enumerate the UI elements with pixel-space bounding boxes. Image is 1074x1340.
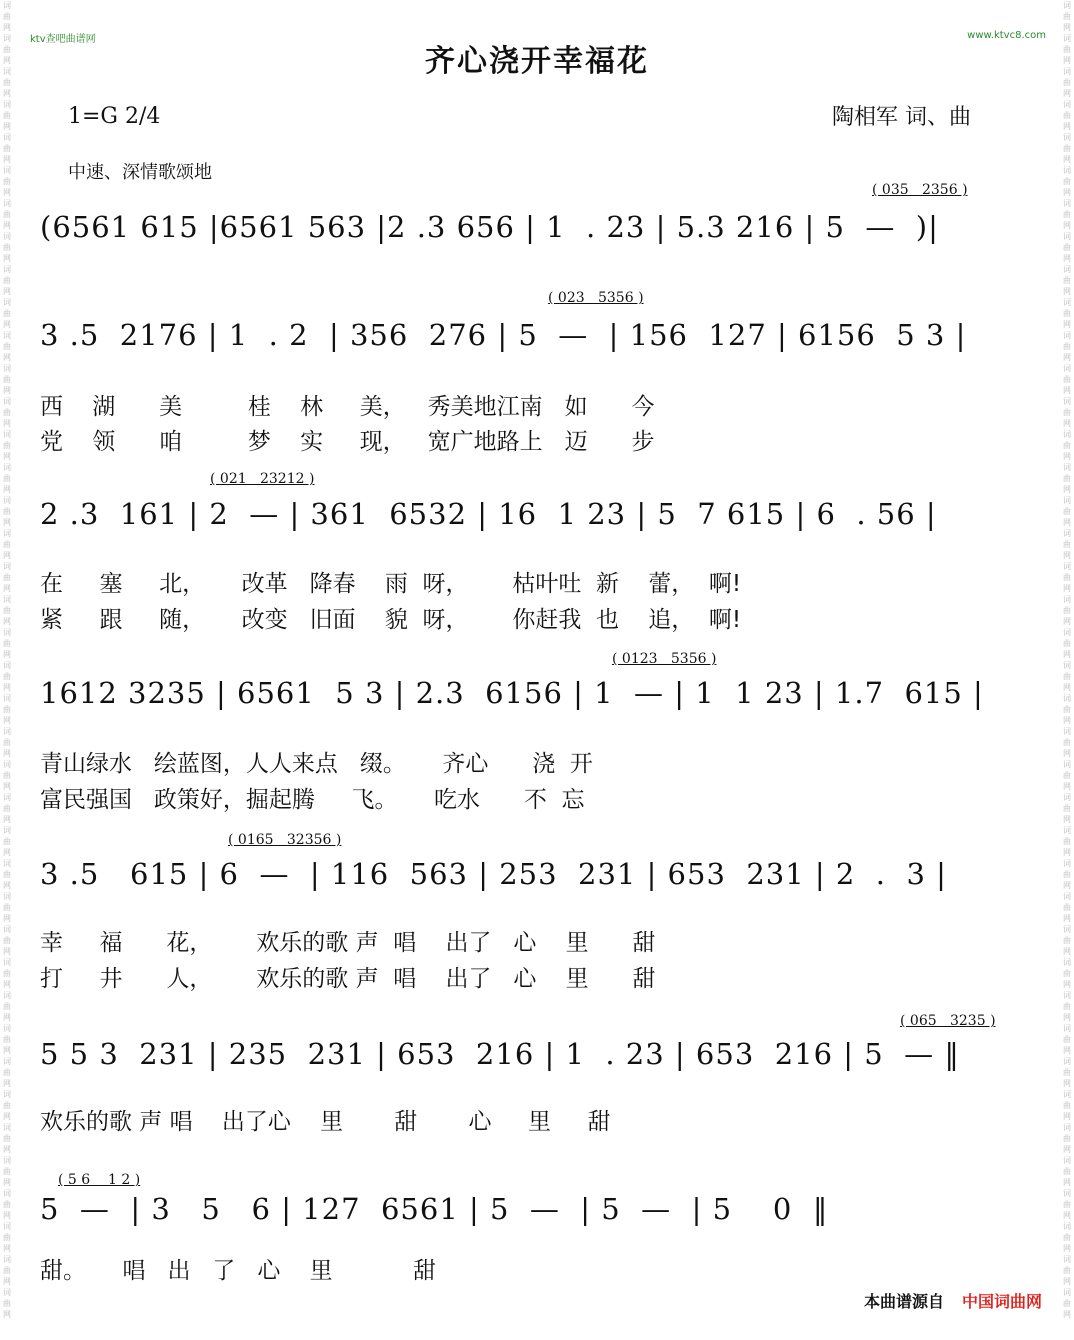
- side-watermark-char: 词: [1063, 232, 1071, 241]
- side-watermark-char: 词: [1063, 100, 1071, 109]
- side-watermark-char: 曲: [1063, 771, 1071, 780]
- side-watermark-char: 曲: [1063, 540, 1071, 549]
- side-watermark-char: 网: [1063, 551, 1071, 560]
- side-watermark-char: 词: [1063, 859, 1071, 868]
- side-watermark-char: 词: [1063, 265, 1071, 274]
- lyric-line: 富民强国 政策好，掘起腾 飞。 吃水 不 忘: [40, 787, 585, 813]
- cue-notes: ( 035 2356 ): [872, 182, 968, 198]
- side-watermark-char: 词: [1063, 1057, 1071, 1066]
- side-watermark-char: 网: [1063, 1244, 1071, 1253]
- side-watermark-char: 网: [1063, 947, 1071, 956]
- side-watermark-char: 词: [1063, 430, 1071, 439]
- side-watermark-char: 曲: [1063, 705, 1071, 714]
- side-watermark-char: 网: [3, 188, 11, 197]
- side-watermark-char: 网: [3, 980, 11, 989]
- side-watermark-char: 曲: [1063, 1068, 1071, 1077]
- side-watermark-char: 网: [1063, 650, 1071, 659]
- side-watermark-char: 曲: [3, 78, 11, 87]
- notation-line: 2 .3 161 | 2 — | 361 6532 | 16 1 23 | 5 7 615 | 6 . 56 |: [40, 497, 937, 531]
- side-watermark-char: 曲: [3, 936, 11, 945]
- side-watermark-char: 词: [1063, 1288, 1071, 1297]
- side-watermark-char: 曲: [1063, 243, 1071, 252]
- side-watermark-char: 曲: [3, 1134, 11, 1143]
- side-watermark-char: 曲: [3, 606, 11, 615]
- side-watermark-char: 词: [1063, 661, 1071, 670]
- side-watermark-char: 曲: [3, 408, 11, 417]
- side-watermark-char: 网: [3, 914, 11, 923]
- side-watermark-char: 词: [3, 595, 11, 604]
- cue-notes: ( 021 23212 ): [210, 471, 315, 487]
- side-watermark-char: 曲: [3, 1200, 11, 1209]
- side-watermark-char: 词: [1063, 463, 1071, 472]
- side-watermark-char: 网: [3, 485, 11, 494]
- side-watermark-char: 词: [1063, 1090, 1071, 1099]
- side-watermark-char: 词: [3, 529, 11, 538]
- key-signature: 1=G 2/4: [68, 104, 161, 129]
- side-watermark-char: 词: [1063, 364, 1071, 373]
- side-watermark-char: 词: [3, 562, 11, 571]
- side-watermark-char: 网: [1063, 1079, 1071, 1088]
- side-watermark-char: 词: [3, 727, 11, 736]
- side-watermark-char: 网: [1063, 221, 1071, 230]
- side-watermark-char: 网: [1063, 716, 1071, 725]
- side-watermark-char: 词: [1063, 199, 1071, 208]
- side-watermark-char: 曲: [1063, 1200, 1071, 1209]
- side-watermark-char: 曲: [1063, 45, 1071, 54]
- side-watermark-char: 网: [1063, 1013, 1071, 1022]
- side-watermark-char: 曲: [3, 771, 11, 780]
- side-watermark-char: 曲: [1063, 639, 1071, 648]
- side-watermark-char: 曲: [3, 804, 11, 813]
- side-watermark-char: 网: [3, 23, 11, 32]
- side-watermark-char: 网: [3, 1244, 11, 1253]
- side-watermark-char: 词: [1063, 1222, 1071, 1231]
- side-watermark-char: 曲: [1063, 870, 1071, 879]
- side-watermark-char: 词: [3, 694, 11, 703]
- tempo-marking: 中速、深情歌颂地: [68, 162, 212, 183]
- side-watermark-char: 词: [1063, 958, 1071, 967]
- side-watermark-char: 词: [3, 67, 11, 76]
- side-watermark-char: 网: [3, 749, 11, 758]
- side-watermark-char: 曲: [1063, 606, 1071, 615]
- side-watermark-char: 曲: [3, 276, 11, 285]
- side-watermark-char: 词: [3, 1156, 11, 1165]
- cue-notes: ( 0165 32356 ): [228, 832, 342, 848]
- notation-line: 1612 3235 | 6561 5 3 | 2.3 6156 | 1 — | 1 1 23 | 1.7 615 |: [40, 676, 984, 710]
- side-watermark-char: 网: [1063, 914, 1071, 923]
- side-watermark-char: 网: [1063, 1178, 1071, 1187]
- side-watermark-char: 曲: [3, 507, 11, 516]
- side-watermark-char: 曲: [1063, 1101, 1071, 1110]
- side-watermark-char: 网: [1063, 749, 1071, 758]
- side-watermark-char: 曲: [3, 969, 11, 978]
- side-watermark-char: 词: [3, 232, 11, 241]
- side-watermark-char: 网: [3, 518, 11, 527]
- side-watermark-char: 曲: [1063, 1266, 1071, 1275]
- side-watermark-char: 词: [1063, 1, 1071, 10]
- side-watermark-char: 网: [3, 1013, 11, 1022]
- side-watermark-char: 网: [3, 353, 11, 362]
- side-watermark-char: 曲: [1063, 1002, 1071, 1011]
- side-watermark-char: 网: [1063, 353, 1071, 362]
- side-watermark-char: 曲: [3, 309, 11, 318]
- side-watermark-char: 网: [1063, 1211, 1071, 1220]
- side-watermark-char: 网: [1063, 155, 1071, 164]
- side-watermark-char: 曲: [1063, 177, 1071, 186]
- side-watermark-char: 词: [1063, 67, 1071, 76]
- side-watermark-char: 网: [1063, 56, 1071, 65]
- side-watermark-char: 网: [1063, 980, 1071, 989]
- side-watermark-char: 网: [3, 782, 11, 791]
- notation-line: 5 — | 3 5 6 | 127 6561 | 5 — | 5 — | 5 0 ‖: [40, 1192, 829, 1226]
- side-watermark-char: 曲: [1063, 375, 1071, 384]
- side-watermark-char: 曲: [3, 540, 11, 549]
- side-watermark-char: 网: [3, 1079, 11, 1088]
- side-watermark-char: 网: [3, 287, 11, 296]
- side-watermark-char: 曲: [3, 177, 11, 186]
- side-watermark-char: 曲: [1063, 573, 1071, 582]
- side-watermark-char: 网: [3, 584, 11, 593]
- side-watermark-char: 曲: [3, 1101, 11, 1110]
- side-watermark-char: 曲: [3, 738, 11, 747]
- side-watermark-char: 词: [1063, 595, 1071, 604]
- side-watermark-char: 词: [3, 265, 11, 274]
- notation-line: (6561 615 |6561 563 |2 .3 656 | 1 . 23 | 5.3 216 | 5 — )|: [40, 210, 939, 244]
- lyric-line: 欢乐的歌 声 唱 出了心 里 甜 心 里 甜: [40, 1109, 611, 1135]
- side-watermark-char: 网: [1063, 518, 1071, 527]
- side-watermark-char: 网: [3, 1145, 11, 1154]
- side-watermark-char: 词: [3, 100, 11, 109]
- side-watermark-char: 曲: [3, 144, 11, 153]
- side-watermark-char: 曲: [3, 903, 11, 912]
- side-watermark-char: 词: [1063, 562, 1071, 571]
- side-watermark-char: 网: [3, 1310, 11, 1319]
- side-watermark-char: 网: [1063, 1277, 1071, 1286]
- side-watermark-char: 词: [3, 793, 11, 802]
- side-watermark-char: 网: [1063, 1112, 1071, 1121]
- side-watermark-char: 词: [3, 958, 11, 967]
- side-watermark-char: 曲: [1063, 507, 1071, 516]
- side-watermark-char: 网: [1063, 254, 1071, 263]
- side-watermark-char: 词: [3, 1222, 11, 1231]
- side-watermark-char: 词: [3, 199, 11, 208]
- side-watermark-char: 词: [3, 463, 11, 472]
- side-watermark-char: 网: [3, 386, 11, 395]
- side-watermark-char: 曲: [3, 837, 11, 846]
- notation-line: 3 .5 2176 | 1 . 2 | 356 276 | 5 — | 156 127 | 6156 5 3 |: [40, 318, 967, 352]
- side-watermark-char: 网: [3, 848, 11, 857]
- side-watermark-char: 网: [1063, 23, 1071, 32]
- side-watermark-char: 词: [3, 859, 11, 868]
- side-watermark-char: 曲: [1063, 276, 1071, 285]
- side-watermark-char: 词: [3, 1090, 11, 1099]
- side-watermark-char: 网: [3, 1277, 11, 1286]
- side-watermark-char: 词: [1063, 1024, 1071, 1033]
- side-watermark-char: 词: [3, 1189, 11, 1198]
- side-watermark-char: 曲: [1063, 408, 1071, 417]
- side-watermark-char: 词: [1063, 1156, 1071, 1165]
- side-watermark-char: 网: [3, 320, 11, 329]
- cue-notes: ( 0123 5356 ): [612, 651, 717, 667]
- side-watermark-char: 网: [3, 1178, 11, 1187]
- side-watermark-char: 词: [3, 892, 11, 901]
- side-watermark-char: 网: [1063, 485, 1071, 494]
- side-watermark-char: 网: [1063, 1046, 1071, 1055]
- side-watermark-char: 曲: [1063, 672, 1071, 681]
- notation-line: 3 .5 615 | 6 — | 116 563 | 253 231 | 653 231 | 2 . 3 |: [40, 857, 947, 891]
- side-watermark-char: 词: [3, 991, 11, 1000]
- side-watermark-char: 曲: [1063, 78, 1071, 87]
- lyric-line: 紧 跟 随， 改变 旧面 貌 呀， 你赶我 也 追， 啊!: [40, 607, 742, 633]
- side-watermark-char: 词: [3, 166, 11, 175]
- side-watermark-char: 曲: [1063, 12, 1071, 21]
- side-watermark-char: 词: [3, 1123, 11, 1132]
- side-watermark-char: 曲: [3, 1068, 11, 1077]
- side-watermark-char: 网: [3, 221, 11, 230]
- side-watermark-char: 网: [3, 947, 11, 956]
- side-watermark-char: 曲: [3, 243, 11, 252]
- side-watermark-char: 词: [3, 364, 11, 373]
- side-watermark-char: 网: [1063, 782, 1071, 791]
- side-watermark-char: 网: [1063, 1310, 1071, 1319]
- footer-source: [864, 1289, 1042, 1312]
- lyric-line: 西 湖 美 桂 林 美， 秀美地江南 如 今: [40, 394, 655, 420]
- lyric-line: 甜。 唱 出 了 心 里 甜: [40, 1258, 437, 1284]
- cue-notes: ( 065 3235 ): [900, 1013, 996, 1029]
- side-watermark-char: 词: [3, 1, 11, 10]
- side-watermark-char: 词: [3, 298, 11, 307]
- side-watermark-char: 词: [3, 760, 11, 769]
- side-watermark-char: 词: [1063, 397, 1071, 406]
- side-watermark-char: 网: [3, 1211, 11, 1220]
- author-credit: 陶相军 词、曲: [832, 105, 971, 130]
- side-watermark-char: 词: [1063, 892, 1071, 901]
- side-watermark-char: 网: [1063, 881, 1071, 890]
- side-watermark-char: 词: [1063, 34, 1071, 43]
- side-watermark-char: 网: [1063, 1145, 1071, 1154]
- watermark-left: ktv查吧曲谱网: [30, 34, 96, 45]
- side-watermark-char: 曲: [1063, 1134, 1071, 1143]
- side-watermark-char: 曲: [3, 1266, 11, 1275]
- side-watermark-char: 词: [1063, 628, 1071, 637]
- side-watermark-char: 曲: [3, 441, 11, 450]
- side-watermark-right: [1060, 0, 1074, 1340]
- side-watermark-char: 网: [1063, 419, 1071, 428]
- side-watermark-char: 曲: [3, 210, 11, 219]
- side-watermark-char: 网: [3, 881, 11, 890]
- cue-notes: ( 023 5356 ): [548, 290, 644, 306]
- side-watermark-char: 网: [3, 716, 11, 725]
- side-watermark-char: 网: [3, 551, 11, 560]
- side-watermark-char: 曲: [1063, 1233, 1071, 1242]
- side-watermark-char: 网: [1063, 584, 1071, 593]
- side-watermark-char: 曲: [1063, 1035, 1071, 1044]
- side-watermark-char: 网: [3, 617, 11, 626]
- side-watermark-char: 词: [3, 331, 11, 340]
- side-watermark-char: 词: [3, 1288, 11, 1297]
- side-watermark-char: 网: [3, 89, 11, 98]
- side-watermark-char: 曲: [1063, 441, 1071, 450]
- side-watermark-char: 词: [1063, 1255, 1071, 1264]
- side-watermark-char: 词: [1063, 760, 1071, 769]
- side-watermark-char: 网: [1063, 452, 1071, 461]
- side-watermark-char: 网: [1063, 287, 1071, 296]
- side-watermark-char: 曲: [3, 111, 11, 120]
- side-watermark-char: 曲: [1063, 474, 1071, 483]
- side-watermark-char: 词: [3, 496, 11, 505]
- side-watermark-char: 曲: [1063, 936, 1071, 945]
- side-watermark-char: 网: [1063, 386, 1071, 395]
- side-watermark-char: 词: [1063, 1123, 1071, 1132]
- side-watermark-char: 曲: [1063, 738, 1071, 747]
- side-watermark-char: 词: [1063, 694, 1071, 703]
- side-watermark-char: 曲: [1063, 804, 1071, 813]
- side-watermark-char: 词: [1063, 496, 1071, 505]
- side-watermark-char: 网: [1063, 122, 1071, 131]
- lyric-line: 在 塞 北， 改革 降春 雨 呀， 枯叶吐 新 蕾， 啊!: [40, 571, 742, 597]
- side-watermark-char: 曲: [3, 705, 11, 714]
- side-watermark-char: 网: [3, 1046, 11, 1055]
- side-watermark-char: 词: [3, 1255, 11, 1264]
- side-watermark-char: 词: [1063, 529, 1071, 538]
- side-watermark-char: 词: [3, 34, 11, 43]
- side-watermark-char: 网: [1063, 683, 1071, 692]
- side-watermark-char: 曲: [3, 1167, 11, 1176]
- side-watermark-char: 曲: [1063, 837, 1071, 846]
- watermark-right: www.ktvc8.com: [967, 30, 1046, 41]
- side-watermark-char: 词: [3, 1057, 11, 1066]
- side-watermark-char: 词: [1063, 1189, 1071, 1198]
- song-title: 齐心浇开幸福花: [425, 44, 649, 79]
- side-watermark-char: 曲: [1063, 342, 1071, 351]
- side-watermark-char: 网: [1063, 848, 1071, 857]
- side-watermark-char: 曲: [1063, 144, 1071, 153]
- side-watermark-char: 词: [3, 925, 11, 934]
- side-watermark-char: 网: [1063, 815, 1071, 824]
- footer-site-link[interactable]: 中国词曲网: [961, 1292, 1042, 1311]
- side-watermark-char: 词: [1063, 727, 1071, 736]
- side-watermark-char: 曲: [1063, 1299, 1071, 1308]
- lyric-line: 幸 福 花， 欢乐的歌 声 唱 出了 心 里 甜: [40, 930, 656, 956]
- side-watermark-char: 网: [3, 419, 11, 428]
- side-watermark-char: 词: [3, 133, 11, 142]
- side-watermark-char: 词: [1063, 298, 1071, 307]
- side-watermark-char: 曲: [1063, 309, 1071, 318]
- footer-source-label: 本曲谱源自: [863, 1292, 944, 1311]
- side-watermark-char: 词: [3, 1024, 11, 1033]
- side-watermark-char: 曲: [1063, 210, 1071, 219]
- cue-notes: ( 5 6 1 2 ): [58, 1172, 141, 1188]
- side-watermark-char: 曲: [3, 870, 11, 879]
- side-watermark-char: 曲: [1063, 903, 1071, 912]
- side-watermark-char: 词: [1063, 133, 1071, 142]
- side-watermark-char: 网: [3, 155, 11, 164]
- side-watermark-left: [0, 0, 14, 1340]
- side-watermark-char: 网: [3, 1112, 11, 1121]
- side-watermark-char: 词: [1063, 793, 1071, 802]
- side-watermark-char: 网: [1063, 320, 1071, 329]
- side-watermark-char: 曲: [3, 45, 11, 54]
- notation-line: 5 5 3 231 | 235 231 | 653 216 | 1 . 23 | 653 216 | 5 — ‖: [40, 1037, 960, 1071]
- side-watermark-char: 词: [1063, 991, 1071, 1000]
- side-watermark-char: 曲: [3, 639, 11, 648]
- side-watermark-char: 网: [1063, 617, 1071, 626]
- side-watermark-char: 网: [1063, 188, 1071, 197]
- side-watermark-char: 词: [3, 826, 11, 835]
- side-watermark-char: 曲: [1063, 1167, 1071, 1176]
- side-watermark-char: 曲: [3, 672, 11, 681]
- side-watermark-char: 曲: [3, 1299, 11, 1308]
- side-watermark-char: 曲: [3, 1233, 11, 1242]
- lyric-line: 青山绿水 绘蓝图，人人来点 缀。 齐心 浇 开: [40, 751, 593, 777]
- side-watermark-char: 网: [3, 56, 11, 65]
- side-watermark-char: 曲: [3, 1035, 11, 1044]
- side-watermark-char: 曲: [3, 342, 11, 351]
- side-watermark-char: 词: [3, 430, 11, 439]
- side-watermark-char: 网: [3, 122, 11, 131]
- side-watermark-char: 词: [3, 661, 11, 670]
- side-watermark-char: 曲: [3, 474, 11, 483]
- side-watermark-char: 曲: [1063, 111, 1071, 120]
- side-watermark-char: 词: [3, 628, 11, 637]
- side-watermark-char: 曲: [3, 12, 11, 21]
- side-watermark-char: 网: [3, 650, 11, 659]
- side-watermark-char: 词: [1063, 826, 1071, 835]
- side-watermark-char: 网: [1063, 89, 1071, 98]
- side-watermark-char: 词: [1063, 166, 1071, 175]
- side-watermark-char: 网: [3, 815, 11, 824]
- side-watermark-char: 网: [3, 683, 11, 692]
- side-watermark-char: 曲: [3, 1002, 11, 1011]
- side-watermark-char: 网: [3, 254, 11, 263]
- side-watermark-char: 网: [3, 452, 11, 461]
- lyric-line: 党 领 咱 梦 实 现， 宽广地路上 迈 步: [40, 429, 655, 455]
- side-watermark-char: 词: [3, 397, 11, 406]
- side-watermark-char: 词: [1063, 331, 1071, 340]
- side-watermark-char: 曲: [3, 573, 11, 582]
- side-watermark-char: 词: [1063, 925, 1071, 934]
- side-watermark-char: 曲: [3, 375, 11, 384]
- lyric-line: 打 井 人， 欢乐的歌 声 唱 出了 心 里 甜: [40, 966, 656, 992]
- side-watermark-char: 曲: [1063, 969, 1071, 978]
